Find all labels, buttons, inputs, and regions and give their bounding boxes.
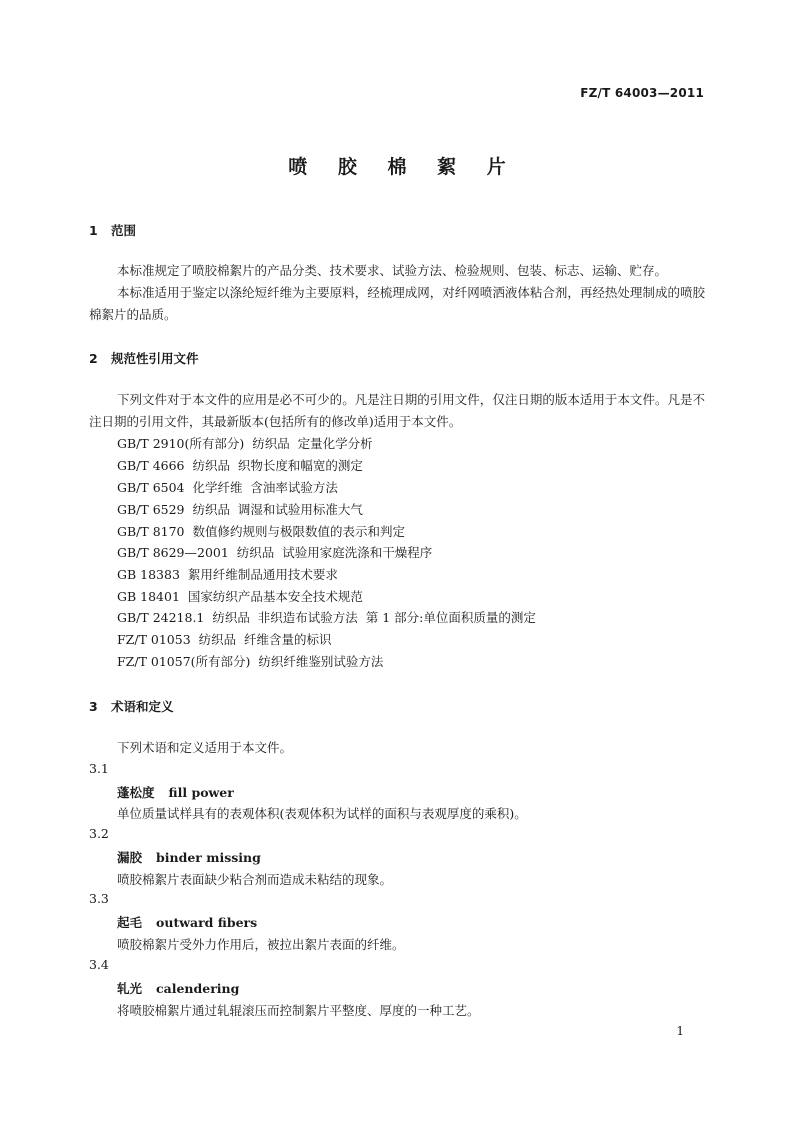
term-name-zh: 漏胶 xyxy=(117,850,143,865)
section-heading-terms-and-definitions xyxy=(89,697,174,715)
reference-item: GB/T 6529 纺织品 调湿和试验用标准大气 xyxy=(117,502,363,517)
reference-item: GB 18401 国家纺织产品基本安全技术规范 xyxy=(117,589,363,604)
term-name-en: calendering xyxy=(156,981,240,996)
section-heading-normative-references xyxy=(89,349,199,367)
section-title: 术语和定义 xyxy=(111,699,174,714)
term-definition: 将喷胶棉絮片通过轧辊滚压而控制絮片平整度、厚度的一种工艺。 xyxy=(117,1003,480,1018)
term-name-en: binder missing xyxy=(156,850,261,865)
term-definition: 喷胶棉絮片表面缺少粘合剂而造成未粘结的现象。 xyxy=(117,872,393,887)
term-name-zh: 起毛 xyxy=(117,915,143,930)
normative-intro-paragraph: 下列文件对于本文件的应用是必不可少的。凡是注日期的引用文件，仅注日期的版本适用于本文件。凡是不注日期的引用文件，其最新版本(包括所有的修改单)适用于本文件。 xyxy=(89,392,705,429)
reference-item: GB/T 8629—2001 纺织品 试验用家庭洗涤和干燥程序 xyxy=(117,545,433,560)
section-title: 规范性引用文件 xyxy=(111,351,199,366)
reference-item: GB/T 24218.1 纺织品 非织造布试验方法 第 1 部分:单位面积质量的测定 xyxy=(117,610,536,625)
term-number: 3.1 xyxy=(89,761,109,776)
reference-item: FZ/T 01057(所有部分) 纺织纤维鉴别试验方法 xyxy=(117,654,384,669)
section-number: 3 xyxy=(89,699,98,714)
scope-paragraph-1: 本标准规定了喷胶棉絮片的产品分类、技术要求、试验方法、检验规则、包装、标志、运输、贮存。 xyxy=(117,263,668,278)
section-title: 范围 xyxy=(111,223,137,238)
reference-item: GB/T 6504 化学纤维 含油率试验方法 xyxy=(117,480,338,495)
reference-item: GB/T 2910(所有部分) 纺织品 定量化学分析 xyxy=(117,436,373,451)
reference-item: FZ/T 01053 纺织品 纤维含量的标识 xyxy=(117,632,332,647)
document-title: 喷 胶 棉 絮 片 xyxy=(288,156,518,178)
term-number: 3.2 xyxy=(89,826,109,841)
term-name-en: outward fibers xyxy=(156,915,258,930)
term-name xyxy=(117,848,261,866)
section-number: 1 xyxy=(89,223,98,238)
term-number: 3.3 xyxy=(89,891,109,906)
term-definition: 喷胶棉絮片受外力作用后，被拉出絮片表面的纤维。 xyxy=(117,937,405,952)
reference-item: GB/T 8170 数值修约规则与极限数值的表示和判定 xyxy=(117,524,405,539)
term-name xyxy=(117,783,234,801)
term-name xyxy=(117,913,257,931)
term-name-en: fill power xyxy=(168,785,234,800)
term-name xyxy=(117,979,239,997)
term-number: 3.4 xyxy=(89,957,109,972)
term-name-zh: 轧光 xyxy=(117,981,143,996)
section-number: 2 xyxy=(89,351,98,366)
reference-item: GB 18383 絮用纤维制品通用技术要求 xyxy=(117,567,338,582)
section-heading-scope xyxy=(89,221,136,239)
term-name-zh: 蓬松度 xyxy=(117,785,155,800)
reference-item: GB/T 4666 纺织品 织物长度和幅宽的测定 xyxy=(117,458,363,473)
term-definition: 单位质量试样具有的表观体积(表观体积为试样的面积与表观厚度的乘积)。 xyxy=(117,806,527,821)
terms-intro-line: 下列术语和定义适用于本文件。 xyxy=(117,740,293,755)
standard-code: FZ/T 64003—2011 xyxy=(580,86,704,100)
page-number: 1 xyxy=(676,1024,684,1038)
scope-paragraph-2: 本标准适用于鉴定以涤纶短纤维为主要原料，经梳理成网，对纤网喷洒液体粘合剂，再经热处理制成的喷胶棉絮片的品质。 xyxy=(89,285,705,322)
